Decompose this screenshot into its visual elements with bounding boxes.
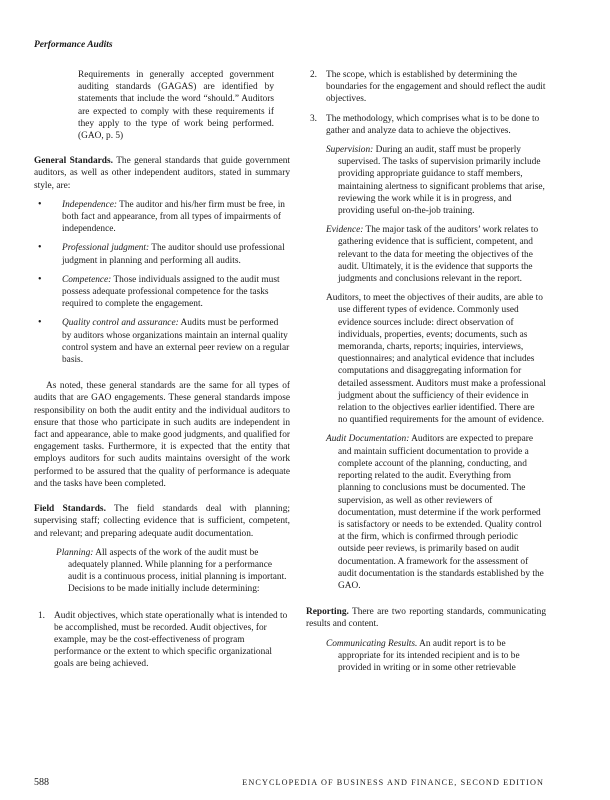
general-standards-intro: General Standards. The general standards that guide government auditors, as well as other independent auditors, stated in summary style, are: (34, 156, 290, 191)
numbered-item-2: 2. The scope, which is established by determining the boundaries for the engagement and should reflect the audit objectives. (310, 70, 546, 105)
bullet-quality-control: • Quality control and assurance: Audits must be performed by auditors whose organizations maintain an internal quality control system and have an external peer review on a regular basis. (38, 317, 290, 366)
bullet-professional-judgment: • Professional judgment: The auditor should use professional judgment in planning and performing all audits. (38, 242, 285, 266)
general-standards-heading: General Standards. (34, 156, 113, 167)
general-standards-paragraph: As noted, these general standards are the same for all types of audits that are GAO engagements. These general standards impose responsibility on both the audit entity and the individual auditors to ensure that those who participate in such audits are independent in fact and appearance, able to make good judgments, and qualified for engagement tasks. Furthermore, it is expected that the entity that employs auditors for such audits maintains oversight of the work performed to be assured that the quality of performance is adequate and the tasks have been completed. (34, 381, 290, 489)
reporting-heading: Reporting. (306, 607, 349, 618)
bullet-competence: • Competence: Those individuals assigned to the audit must possess adequate professional competence for the tasks required to complete the engagement. (38, 273, 280, 310)
running-head: Performance Audits (34, 40, 113, 50)
audit-documentation-entry: Audit Documentation: Auditors are expected to prepare and maintain sufficient documentation to provide a complete account of the planning, conducting, and reporting related to the audit. Everything from planning to conclusions must be documented. The supervision, as well as other reviewers of documentation, must determine if the work performed is satisfactory or needs to be extended. Quality control at the firm, which is confirmed through periodic outside peer reviews, is primarily based on audit documentation. A framework for the assessment of audit documentation is the standards established by the GAO. (326, 434, 544, 591)
bullet-icon: • (38, 273, 42, 285)
bullet-independence: • Independence: The auditor and his/her firm must be free, in both fact and appearance, from all types of impairments of independence. (38, 198, 285, 235)
right-column (306, 69, 546, 681)
evidence-types-entry: Auditors, to meet the objectives of their audits, are able to use different types of evidence. Commonly used evidence sources include: direct observation of individuals, properties, events; documents, such as memoranda, charts, reports; inquiries, interviews, questionnaires; and analytical evidence that includes computations and disaggregating information for detailed assessment. Auditors must make a professional judgment about the sufficiency of their evidence in relation to the objectives earlier identified. There are no quantified requirements for the amount of evidence. (326, 293, 546, 426)
numbered-item-3: 3. The methodology, which comprises what is to be done to gather and analyze data to achieve the objectives. (310, 113, 540, 136)
field-standards-heading: Field Standards. (34, 504, 106, 515)
reporting-intro: Reporting. There are two reporting standards, communicating results and content. (306, 607, 546, 630)
left-column (34, 69, 290, 678)
bullet-icon: • (38, 242, 42, 254)
communicating-results-entry: Communicating Results. An audit report is to be appropriate for its intended recipient and is to be provided in writing or in some other retrievable (326, 638, 520, 673)
field-standards-intro: Field Standards. The field standards deal with planning; supervising staff; collecting evidence that is sufficient, competent, and relevant; and preparing adequate audit documentation. (34, 504, 290, 539)
page-number: 588 (34, 777, 49, 788)
gagas-quote: Requirements in generally accepted government auditing standards (GAGAS) are identified by statements that include the word “should.” Auditors are expected to comply with these requirements if they apply to the type of work being performed. (GAO, p. 5) (78, 70, 274, 142)
bullet-icon: • (38, 198, 42, 210)
bullet-icon: • (38, 317, 42, 329)
supervision-entry: Supervision: During an audit, staff must be properly supervised. The tasks of supervision primarily include providing appropriate guidance to staff members, maintaining alertness to significant problems that arise, reviewing the work while it is in progress, and providing useful on-the-job training. (326, 145, 545, 217)
numbered-item-1: 1. Audit objectives, which state operationally what is intended to be accomplished, must be recorded. Audit objectives, for example, may be the cost-effectiveness of program performance or the extent to which specific organizational goals are being achieved. (38, 610, 288, 670)
evidence-entry: Evidence: The major task of the auditors’ work relates to gathering evidence that is sufficient, competent, and relevant to the data for meeting the objectives of the audit. Ultimately, it is the evidence that supports the judgments and conclusions relevant in the report. (326, 225, 539, 285)
book-title: ENCYCLOPEDIA OF BUSINESS AND FINANCE, SECOND EDITION (242, 778, 544, 787)
planning-entry: Planning: All aspects of the work of the audit must be adequately planned. While planning for a performance audit is a continuous process, initial planning is important. Decisions to be made initially include determining: (56, 547, 287, 595)
